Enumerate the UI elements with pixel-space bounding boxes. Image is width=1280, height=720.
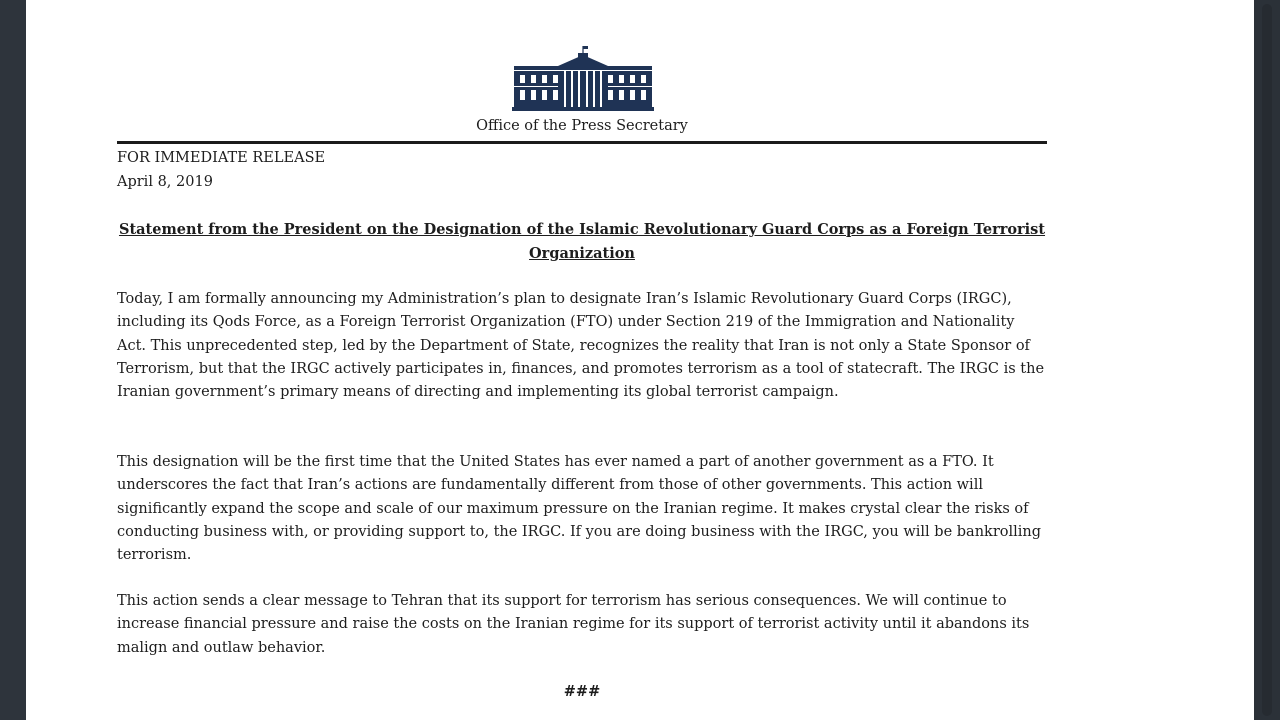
scrollbar-thumb[interactable] bbox=[1262, 4, 1272, 716]
office-heading: Office of the Press Secretary bbox=[476, 118, 688, 134]
scrollbar[interactable] bbox=[1254, 0, 1280, 720]
release-label: FOR IMMEDIATE RELEASE bbox=[117, 150, 326, 166]
end-mark: ### bbox=[563, 683, 601, 700]
paragraph-3: This action sends a clear message to Tehran that its support for terrorism has serious consequences. We will continue to increase financial pressure and raise the costs on the Iranian regime for its support of terrorist activity until it abandons its malign and outlaw behavior. bbox=[117, 593, 1030, 656]
release-block bbox=[117, 146, 1047, 194]
white-house-logo bbox=[512, 44, 654, 112]
document-page bbox=[26, 0, 1254, 720]
header-divider bbox=[117, 141, 1047, 144]
statement-title: Statement from the President on the Designation of the Islamic Revolutionary Guard Corps as a Foreign Terrorist Organization bbox=[118, 221, 1046, 262]
paragraph-1: Today, I am formally announcing my Administration’s plan to designate Iran’s Islamic Revolutionary Guard Corps (IRGC), including its Qods Force, as a Foreign Terrorist Organization (FTO) under Section 219 of the Immigration and Nationality Act. This unprecedented step, led by the Department of State, recognizes the reality that Iran is not only a State Sponsor of Terrorism, but that the IRGC actively participates in, finances, and promotes terrorism as a tool of statecraft. The IRGC is the Iranian government’s primary means of directing and implementing its global terrorist campaign. bbox=[117, 291, 1045, 401]
paragraph-2: This designation will be the first time that the United States has ever named a part of another government as a FTO. It underscores the fact that Iran’s actions are fundamentally different from those of other governments. This action will significantly expand the scope and scale of our maximum pressure on the Iranian regime. It makes crystal clear the risks of conducting business with, or providing support to, the IRGC. If you are doing business with the IRGC, you will be bankrolling terrorism. bbox=[117, 454, 1042, 564]
release-date: April 8, 2019 bbox=[117, 174, 213, 190]
